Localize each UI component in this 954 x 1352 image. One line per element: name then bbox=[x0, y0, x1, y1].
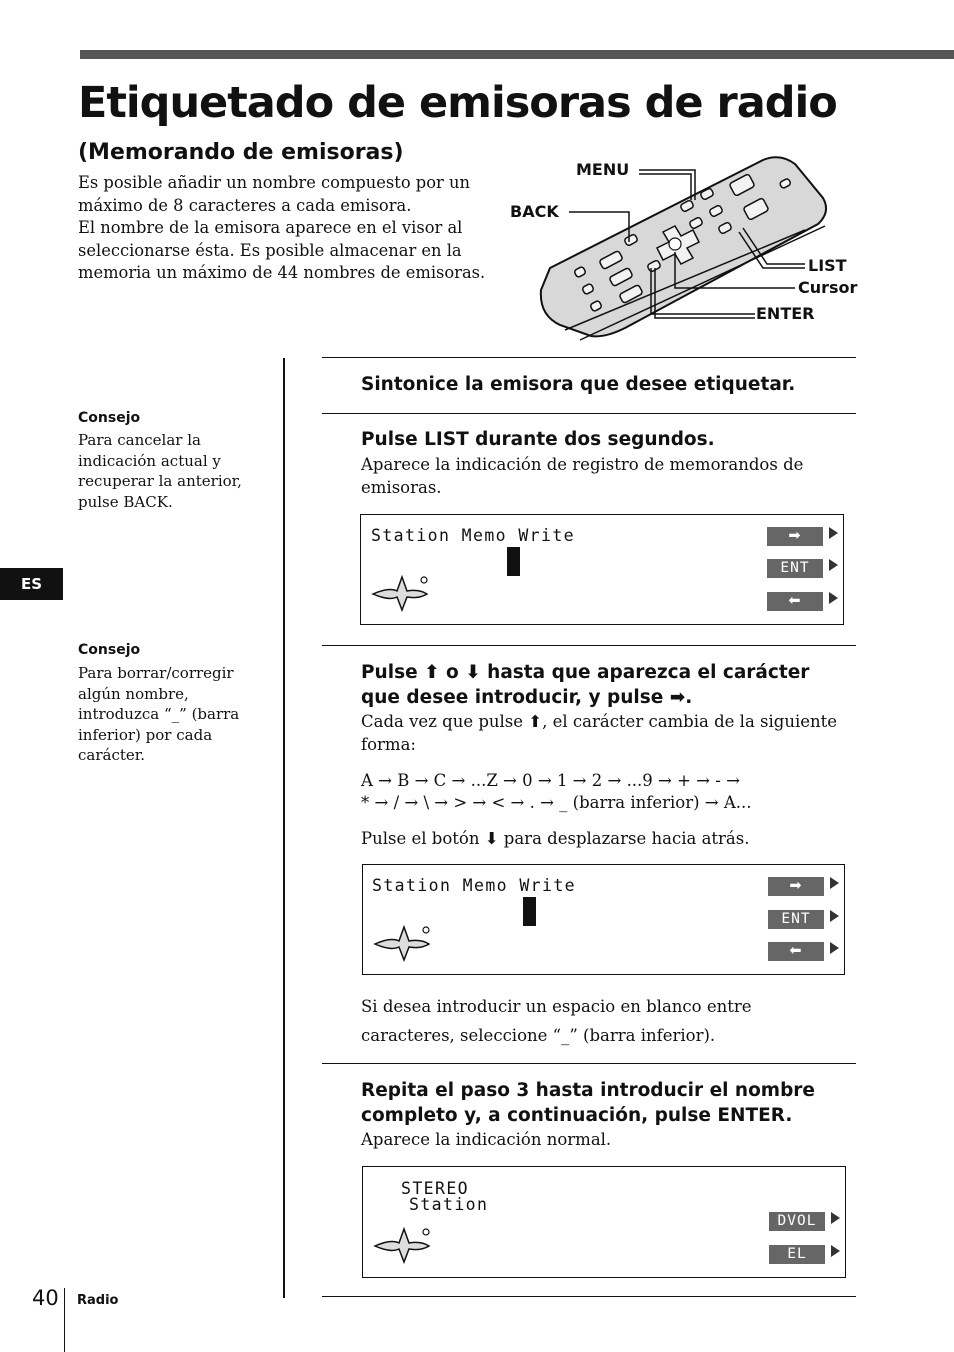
right-arrow-icon: ➡ bbox=[669, 687, 686, 708]
page-title: Etiquetado de emisoras de radio bbox=[78, 78, 837, 128]
pointer-icon bbox=[831, 1212, 840, 1224]
step-divider bbox=[322, 413, 856, 414]
intro-paragraph: Es posible añadir un nombre compuesto por un máximo de 8 caracteres a cada emisora. bbox=[78, 173, 470, 215]
enter-callout: ENTER bbox=[756, 304, 815, 323]
section-label: Radio bbox=[77, 1293, 119, 1308]
lcd-cursor bbox=[523, 897, 536, 926]
tip-text: Para cancelar la indicación actual y recuperar la anterior, pulse BACK. bbox=[78, 431, 242, 511]
column-divider bbox=[283, 358, 285, 1298]
cursor-callout: Cursor bbox=[798, 278, 858, 297]
tip-text: Para borrar/corregir algún nombre, introduzca “_” (barra inferior) por cada carácter. bbox=[78, 664, 240, 764]
lcd-normal-display bbox=[362, 1166, 846, 1278]
pointer-icon bbox=[829, 527, 838, 539]
remote-diagram bbox=[505, 150, 865, 345]
dvol-indicator: DVOL bbox=[769, 1212, 825, 1231]
step-3-heading bbox=[361, 660, 851, 710]
down-arrow-icon: ⬇ bbox=[484, 829, 499, 848]
pointer-icon bbox=[829, 559, 838, 571]
cursor-pad-icon bbox=[369, 573, 433, 613]
pointer-icon bbox=[831, 1245, 840, 1257]
space-note: Si desea introducir un espacio en blanco entre caracteres, seleccione “_” (barra inferior). bbox=[361, 997, 752, 1045]
menu-callout: MENU bbox=[576, 160, 630, 179]
cursor-pad-icon bbox=[371, 923, 435, 963]
left-arrow-icon: ⬅ bbox=[768, 942, 824, 961]
list-callout: LIST bbox=[808, 256, 847, 275]
footer-divider bbox=[64, 1288, 65, 1352]
lcd-stereo-text: STEREO bbox=[401, 1179, 470, 1198]
step-3-text-part: , el carácter cambia de la siguiente forma: bbox=[361, 712, 838, 754]
pointer-icon bbox=[830, 942, 839, 954]
step-3-heading-part: o bbox=[439, 662, 466, 683]
lcd-cursor bbox=[507, 547, 520, 576]
character-sequence: A → B → C → ...Z → 0 → 1 → 2 → ...9 → + → - → bbox=[361, 771, 740, 790]
ent-indicator: ENT bbox=[767, 559, 823, 578]
page-number: 40 bbox=[32, 1286, 59, 1310]
step-3-back-part: para desplazarse hacia atrás. bbox=[498, 829, 750, 848]
intro-text bbox=[78, 172, 528, 285]
step-3-heading-part: . bbox=[685, 687, 693, 708]
up-arrow-icon: ⬆ bbox=[424, 662, 440, 683]
step-divider bbox=[322, 1063, 856, 1064]
right-arrow-icon: ➡ bbox=[767, 527, 823, 546]
step-2-text: Aparece la indicación de registro de memorandos de emisoras. bbox=[361, 455, 804, 497]
step-3-back-text bbox=[361, 827, 851, 850]
back-callout: BACK bbox=[510, 202, 559, 221]
step-2-heading: Pulse LIST durante dos segundos. bbox=[361, 429, 715, 450]
step-3-heading-part: hasta que aparezca el carácter que desee introducir, y pulse bbox=[361, 662, 810, 708]
intro-paragraph: El nombre de la emisora aparece en el visor al seleccionarse ésta. Es posible almacenar en la memoria un máximo de 44 nombres de emisoras. bbox=[78, 218, 486, 282]
tip-heading: Consejo bbox=[78, 642, 141, 658]
language-tab: ES bbox=[0, 568, 63, 600]
step-4-text: Aparece la indicación normal. bbox=[361, 1130, 612, 1149]
step-3-text-part: Cada vez que pulse bbox=[361, 712, 529, 731]
pointer-icon bbox=[829, 592, 838, 604]
step-3-text bbox=[361, 710, 851, 756]
ent-indicator: ENT bbox=[768, 910, 824, 929]
step-divider bbox=[322, 357, 856, 358]
page-subtitle: (Memorando de emisoras) bbox=[78, 140, 404, 165]
lcd-text: Station Memo Write bbox=[371, 526, 576, 545]
step-1-heading: Sintonice la emisora que desee etiquetar. bbox=[361, 374, 796, 395]
pointer-icon bbox=[830, 877, 839, 889]
cursor-pad-icon bbox=[371, 1225, 435, 1265]
lcd-text: Station Memo Write bbox=[372, 876, 577, 895]
right-arrow-icon: ➡ bbox=[768, 877, 824, 896]
lcd-station-text: Station bbox=[409, 1195, 489, 1214]
down-arrow-icon: ⬇ bbox=[465, 662, 481, 683]
step-4-heading: Repita el paso 3 hasta introducir el nombre completo y, a continuación, pulse ENTER. bbox=[361, 1080, 815, 1126]
left-arrow-icon: ⬅ bbox=[767, 592, 823, 611]
step-divider bbox=[322, 645, 856, 646]
pointer-icon bbox=[830, 910, 839, 922]
lcd-memo-write-2 bbox=[362, 864, 845, 975]
bottom-rule bbox=[322, 1296, 856, 1297]
step-3-back-part: Pulse el botón bbox=[361, 829, 485, 848]
character-sequence: * → / → \ → > → < → . → _ (barra inferior) → A... bbox=[361, 793, 752, 812]
el-indicator: EL bbox=[769, 1245, 825, 1264]
up-arrow-icon: ⬆ bbox=[528, 712, 543, 731]
lcd-memo-write-1 bbox=[360, 514, 844, 625]
tip-heading: Consejo bbox=[78, 410, 141, 426]
step-3-heading-part: Pulse bbox=[361, 662, 425, 683]
top-rule bbox=[80, 50, 954, 59]
